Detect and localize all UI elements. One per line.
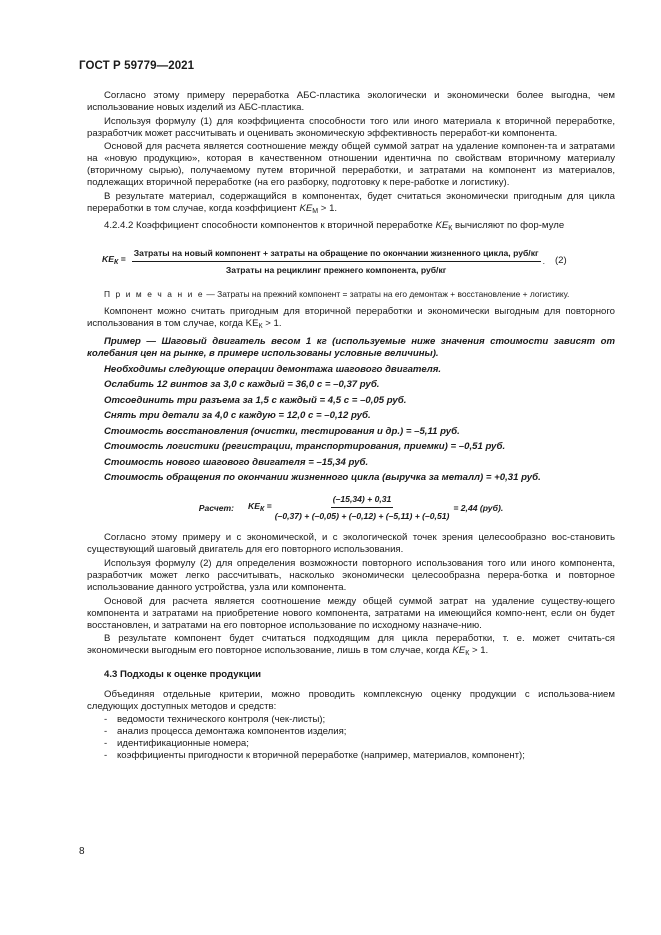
page-number: 8	[79, 846, 85, 857]
paragraph: В результате компонент будет считаться подходящим для цикла переработки, т. е. может считать-ся экономически выгодным его повторное использование, лишь в том случае, когда $KE_К > 1$.	[87, 633, 615, 658]
paragraph: Используя формулу (1) для коэффициента способности того или иного материала к вторичной переработке, разработчик может рассчитывать и оценивать экономическую эффективность переработ-ки компонента.	[87, 115, 615, 139]
example-line: Ослабить 12 винтов за 3,0 с каждый = 36,0 с = –0,37 руб.	[104, 379, 380, 391]
list-item: - ведомости технического контроля (чек-листы);	[104, 714, 326, 726]
methods-list	[87, 714, 615, 762]
example-line: Отсоединить три разъема за 1,5 с каждый = 4,5 с = –0,05 руб.	[104, 394, 407, 406]
document-header: ГОСТ Р 59779—2021	[79, 60, 195, 72]
calculation-result: = 2,44 (руб).	[453, 502, 504, 513]
paragraph: Основой для расчета является соотношение между общей суммой затрат на удаление компонен-та и затратами на «новую продукцию», которая в качественном отношении идентична по свойствам вторичному материалу (вторичному сырью), получаемому путем вторичной переработки, и затратами на компонент из материалов, подлежащих вторичной переработке (на его разборку, подготовку к пере-работке и логистику).	[87, 141, 615, 189]
formula-fraction	[132, 247, 541, 276]
formula-lhs: $KE_К$ =	[102, 254, 126, 267]
calculation-fraction	[275, 493, 450, 522]
formula-number: (2)	[554, 255, 567, 267]
paragraph: Компонент можно считать пригодным для вторичной переработки и экономически выгодным для повторного использования в том случае, когда $KE_К > 1$.	[87, 305, 615, 330]
calculation-denominator: (–0,37) + (–0,05) + (–0,12) + (–5,11) + (–0,51)	[274, 511, 450, 522]
formula-2: $KE_К$ = Затраты на новый компонент + затраты на обращение по окончании жизненного цикла, руб/кг Затраты на рециклинг прежнего компонента, руб/кг . (2)	[102, 247, 567, 275]
calculation-numerator: (–15,34) + 0,31	[331, 493, 394, 508]
list-item: - коэффициенты пригодности к вторичной переработке (например, материалов, компонент);	[104, 750, 525, 762]
paragraph-4242: 4.2.4.2 Коэффициент способности компонентов к вторичной переработке $KE_К$ вычисляют по фор-муле	[104, 219, 565, 232]
list-item: - анализ процесса демонтажа компонентов изделия;	[104, 726, 347, 738]
example-line: Стоимость обращения по окончании жизненного цикла (выручка за металл) = +0,31 руб.	[104, 472, 541, 484]
document-body	[87, 90, 615, 762]
paragraph: Объединяя отдельные критерии, можно проводить комплексную оценку продукции с использова-нием следующих доступных методов и средств:	[87, 688, 615, 712]
example-line: Снять три детали за 4,0 с каждую = 12,0 с = –0,12 руб.	[104, 410, 371, 422]
example-line: Необходимы следующие операции демонтажа шагового двигателя.	[104, 363, 442, 375]
section-heading: 4.3 Подходы к оценке продукции	[104, 669, 262, 681]
formula-numerator: Затраты на новый компонент + затраты на обращение по окончании жизненного цикла, руб/кг	[132, 247, 541, 262]
formula-denominator: Затраты на рециклинг прежнего компонента, руб/кг	[225, 264, 447, 275]
example-line: Пример — Шаговый двигатель весом 1 кг (используемые ниже значения стоимости зависят от колебания цен на рынке, в примере использованы условные величины).	[87, 336, 615, 360]
example-line: Стоимость восстановления (очистки, тестирования и др.) = –5,11 руб.	[104, 425, 460, 437]
paragraph: Используя формулу (2) для определения возможности повторного использования того или иного компонента, разработчик может легко рассчитывать, насколько экономически целесообразна перера-ботка и повторное использование данного устройства, узла или компонента.	[87, 557, 615, 594]
paragraph: В результате материал, содержащийся в компонентах, будет считаться экономически пригодным для цикла переработки в том случае, когда коэффициент $KE_M > 1$.	[87, 190, 615, 216]
paragraph: Согласно этому примеру и с экономической, и с экологической точек зрения целесообразно вос-становить существующий шаговый двигатель для его повторного использования.	[87, 532, 615, 556]
paragraph: Согласно этому примеру переработка АБС-пластика экологически и экономически более выгодна, чем использование новых изделий из АБС-пластика.	[87, 90, 615, 114]
example-line: Стоимость логистики (регистрации, транспортирования, приемки) = –0,51 руб.	[104, 441, 506, 453]
calculation-formula: Расчет: $KE_К$ = $\frac{(-15,34) + 0,31}{(-0,37) + (-0,05) + (-0,12) + (-5,11) + (-0,51)}$ = 2,44 (руб).	[198, 494, 504, 522]
example-block	[87, 336, 615, 484]
calculation-label: Расчет:	[198, 502, 234, 513]
example-line: Стоимость нового шагового двигателя = –15,34 руб.	[104, 456, 369, 468]
paragraph: Основой для расчета является соотношение между общей суммой затрат на удаление существу-ющего компонента и затратами на приобретение нового компонента, затратами на имеющийся компо-нент, если он будет восстановлен, и затратами на его повторное использование по исходному назначе-нию.	[87, 595, 615, 631]
list-item: - идентификационные номера;	[104, 738, 249, 750]
note: П р и м е ч а н и е — Затраты на прежний компонент = затраты на его демонтаж + восстановление + логистику.	[104, 288, 570, 299]
